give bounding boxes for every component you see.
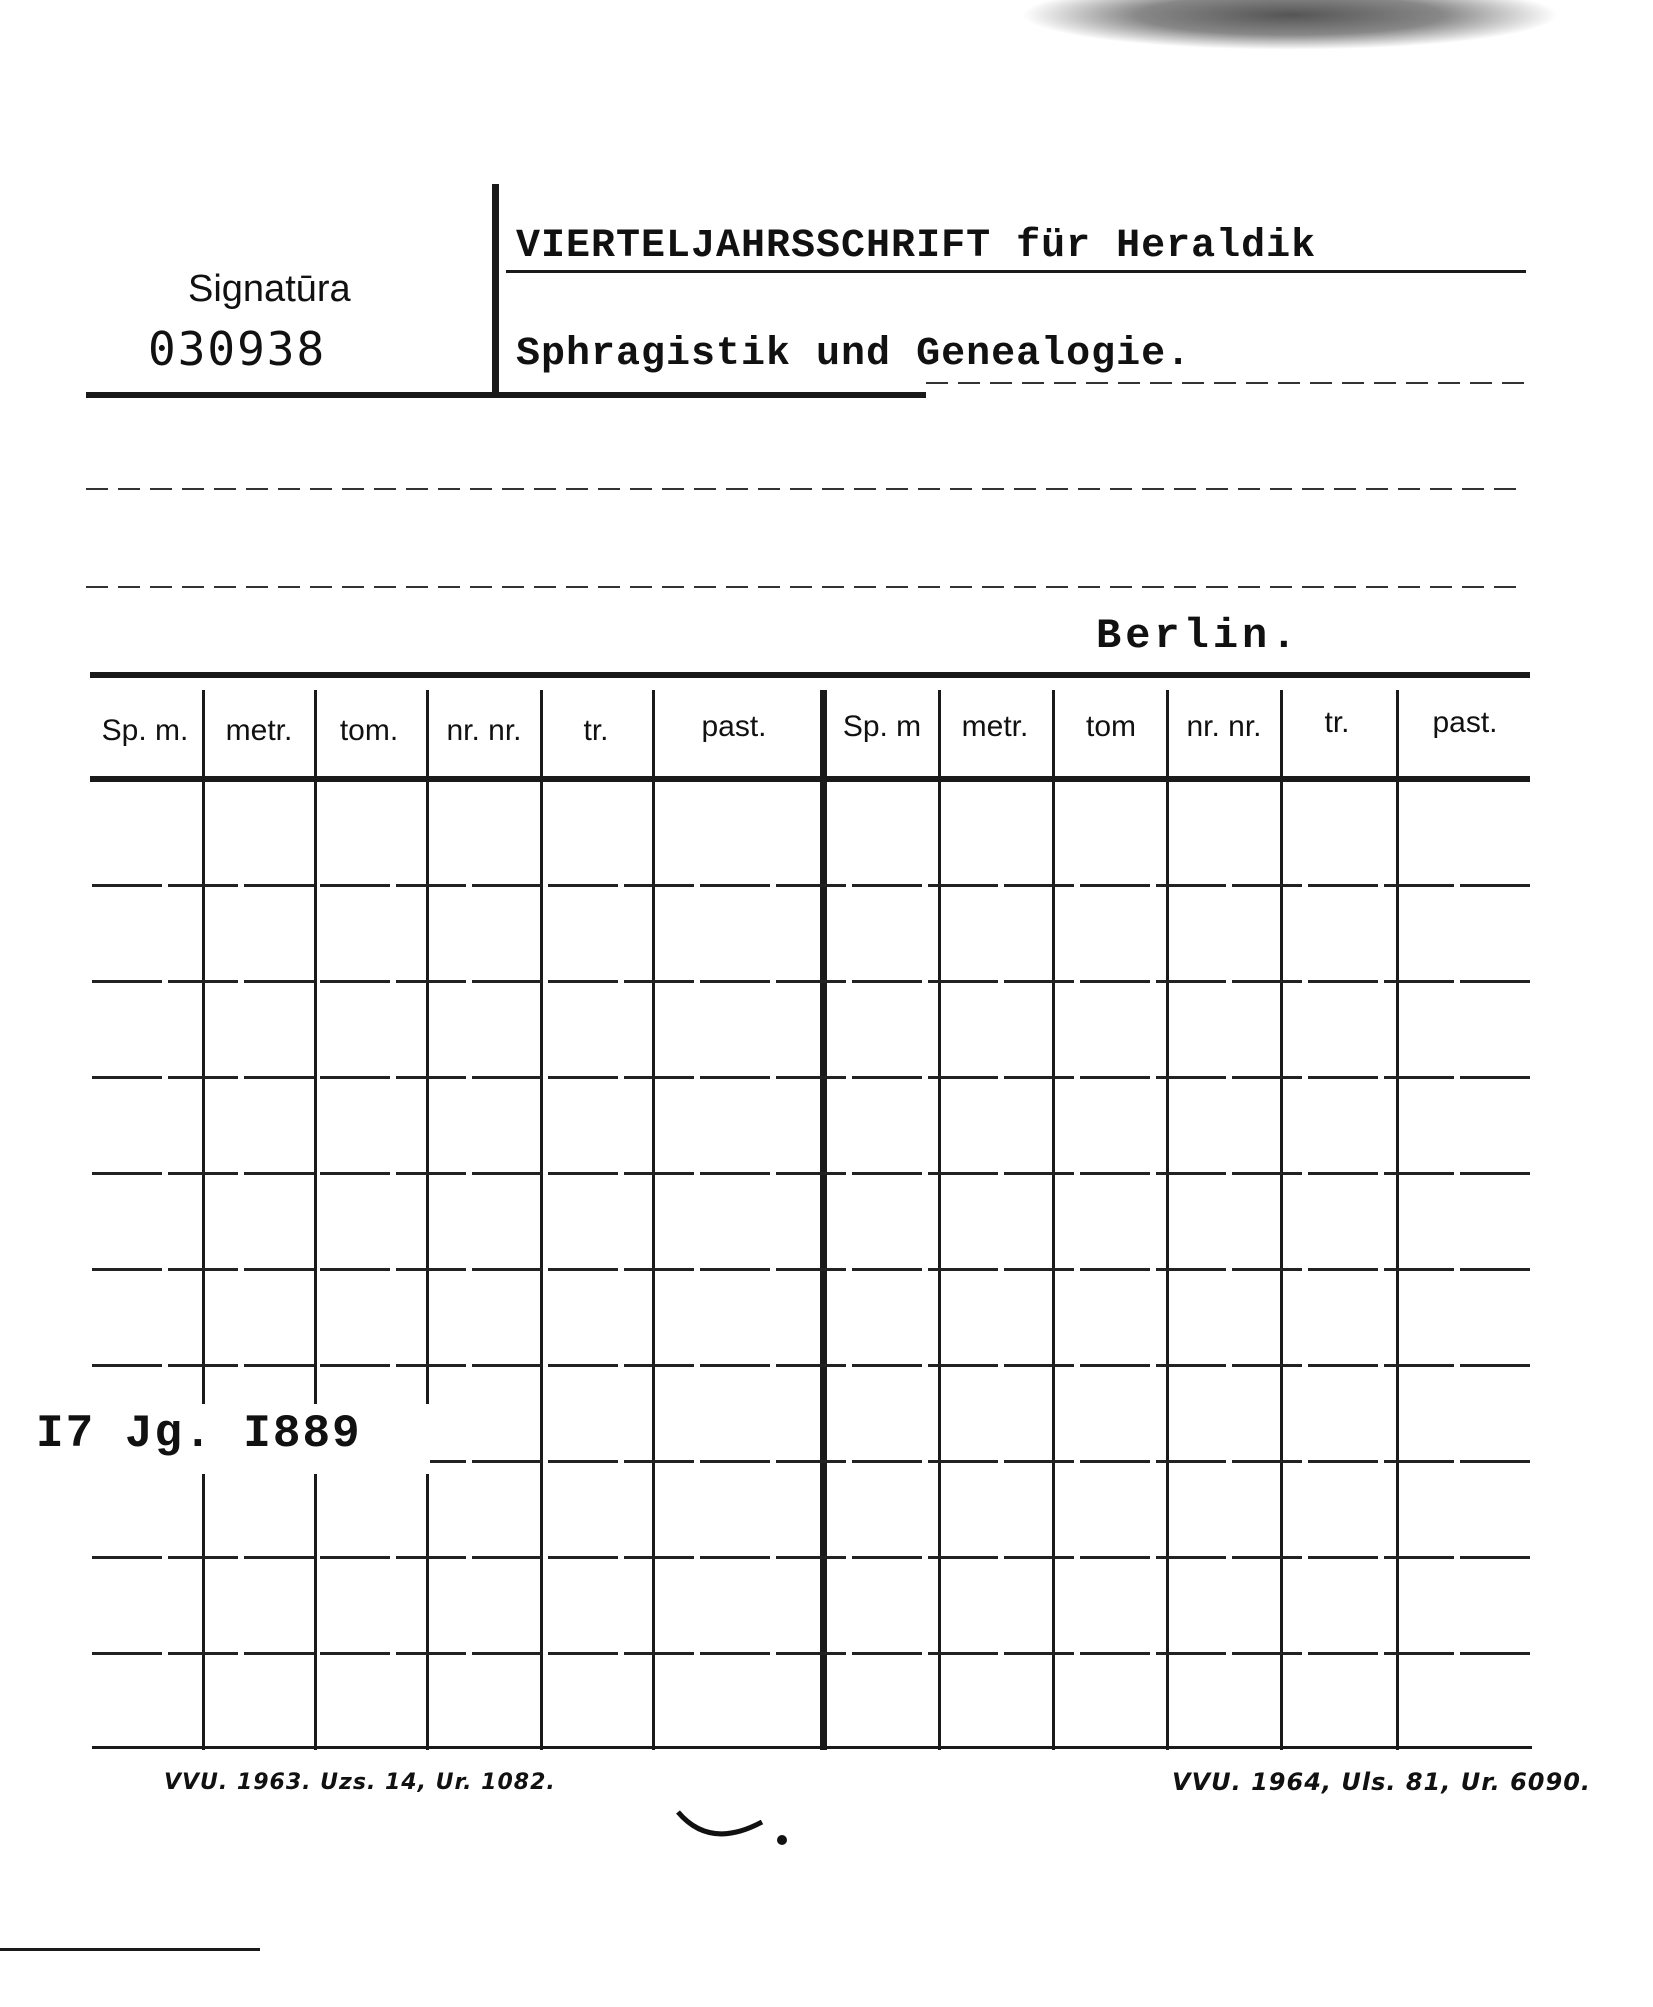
col-divider <box>314 690 317 1750</box>
table-bottom-rule <box>92 1746 1532 1749</box>
col-left-tr: tr. <box>583 714 609 747</box>
col-divider <box>1396 690 1399 1750</box>
col-right-tom: tom <box>1085 710 1136 743</box>
row-line <box>92 1364 1532 1367</box>
title-line-1: VIERTELJAHRSSCHRIFT für Heraldik <box>516 224 1317 269</box>
col-left-nr: nr. nr. <box>446 714 522 747</box>
title-underline-1 <box>506 270 1526 273</box>
col-left-sp-m: Sp. m. <box>101 714 189 747</box>
col-left-past: past. <box>701 710 767 743</box>
col-divider <box>1280 690 1283 1750</box>
header-rule-dotted <box>926 382 1526 384</box>
row-line <box>92 1172 1532 1175</box>
row-line <box>92 884 1532 887</box>
curve-mark <box>670 1800 790 1860</box>
top-smudge <box>1020 0 1560 50</box>
footer-left-note: VVU. 1963. Uzs. 14, Ur. 1082. <box>164 1770 556 1795</box>
blank-line-2 <box>86 586 1526 588</box>
table-top-rule <box>90 672 1530 678</box>
col-divider <box>540 690 543 1750</box>
col-divider <box>202 690 205 1750</box>
row-line <box>92 980 1532 983</box>
col-left-metr: metr. <box>225 714 293 747</box>
col-divider <box>426 690 429 1750</box>
row-line <box>92 1652 1532 1655</box>
center-divider <box>820 690 827 1750</box>
holding-entry-text: I7 Jg. I889 <box>36 1408 362 1460</box>
col-left-tom: tom. <box>339 714 399 747</box>
table-header-rule <box>90 776 1530 782</box>
col-right-tr: tr. <box>1324 706 1350 739</box>
signature-divider <box>492 184 499 394</box>
row-line <box>92 1268 1532 1271</box>
col-divider <box>1052 690 1055 1750</box>
blank-line-1 <box>86 488 1526 490</box>
footer-right-note: VVU. 1964, Uls. 81, Ur. 6090. <box>1172 1768 1592 1796</box>
col-right-sp-m: Sp. m <box>842 710 922 743</box>
col-divider <box>938 690 941 1750</box>
card-bottom-edge <box>0 1948 260 1951</box>
col-right-nr: nr. nr. <box>1186 710 1262 743</box>
col-divider <box>652 690 655 1750</box>
signature-label: Signatūra <box>188 268 351 310</box>
col-right-past: past. <box>1432 706 1498 739</box>
col-divider <box>1166 690 1169 1750</box>
place-of-publication: Berlin. <box>1096 612 1301 660</box>
header-rule <box>86 392 926 398</box>
title-line-2: Sphragistik und Genealogie. <box>516 332 1192 377</box>
row-line <box>92 1076 1532 1079</box>
signature-number: 030938 <box>148 322 327 376</box>
row-line <box>92 1556 1532 1559</box>
col-right-metr: metr. <box>961 710 1029 743</box>
